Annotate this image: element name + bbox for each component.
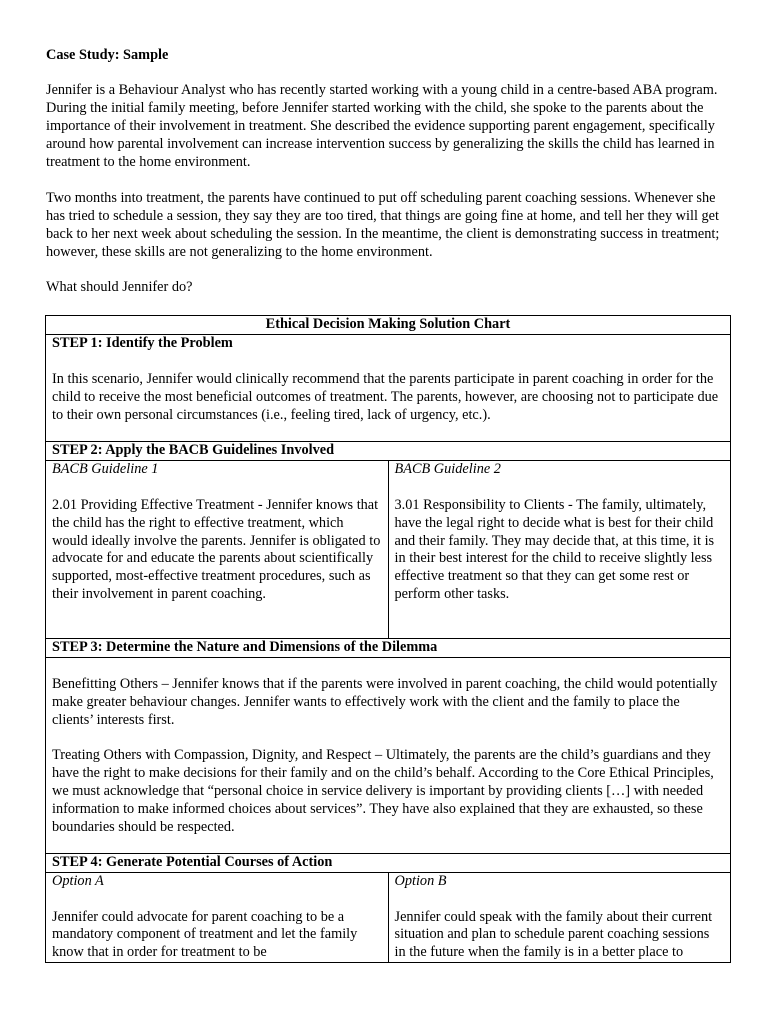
guideline2-text: 3.01 Responsibility to Clients - The family, ultimately, have the legal right to decide what is best for their child and their family. They may decide that, at this time, it is in their best interest for the child to receive slightly less effective treatment so that they can get some rest or perform other tasks. xyxy=(394,496,715,603)
guideline2-cell xyxy=(388,460,731,638)
step3-heading: STEP 3: Determine the Nature and Dimensions of the Dilemma xyxy=(46,638,731,657)
option-a-text: Jennifer could advocate for parent coaching to be a mandatory component of treatment and let the family know that in order for treatment to be xyxy=(52,908,358,961)
intro-paragraph-2: Two months into treatment, the parents have continued to put off scheduling parent coaching sessions. Whenever she has tried to schedule a session, they say they are too tired, that things are going fine at home, and tell her they will get back to her next week about scheduling the session. In the meantime, the client is demonstrating success in treatment; however, these skills are not generalizing to the home environment. xyxy=(46,190,720,260)
guideline1-text: 2.01 Providing Effective Treatment - Jennifer knows that the child has the right to effective treatment, which would ideally involve the parents. Jennifer is obligated to advocate for and educate the parents about scientifically supported, most-effective treatment procedures, such as their involvement in parent coaching. xyxy=(52,496,381,603)
option-b-label: Option B xyxy=(394,872,447,889)
step3-cell xyxy=(46,657,731,853)
step2-heading: STEP 2: Apply the BACB Guidelines Involved xyxy=(46,441,731,460)
solution-chart-table xyxy=(45,315,731,963)
step1-text: In this scenario, Jennifer would clinically recommend that the parents participate in parent coaching in order for the child to receive the most beneficial outcomes of treatment. The parents, however, are choosing not to participate due to their own personal circumstances (i.e., feeling tired, lack of urgency, etc.). xyxy=(52,370,719,423)
guideline1-label: BACB Guideline 1 xyxy=(52,460,159,477)
case-title: Case Study: Sample xyxy=(46,47,169,63)
chart-title: Ethical Decision Making Solution Chart xyxy=(46,316,731,335)
option-b-text: Jennifer could speak with the family about their current situation and plan to schedule parent coaching sessions in the future when the family is in a better place to xyxy=(394,908,713,961)
question: What should Jennifer do? xyxy=(46,279,193,295)
step4-heading: STEP 4: Generate Potential Courses of Action xyxy=(46,853,731,872)
step3-paragraph-1: Benefitting Others – Jennifer knows that if the parents were involved in parent coaching, the child would potentially make greater behaviour changes. Jennifer wants to effectively work with the client and the family to place the clients’ interests first. xyxy=(52,675,718,728)
guideline1-cell xyxy=(46,460,389,638)
option-b-cell xyxy=(388,872,731,963)
option-a-label: Option A xyxy=(52,872,104,889)
solution-chart xyxy=(45,315,731,963)
guideline2-label: BACB Guideline 2 xyxy=(394,460,501,477)
step1-cell xyxy=(46,334,731,441)
step3-paragraph-2: Treating Others with Compassion, Dignity, and Respect – Ultimately, the parents are the child’s guardians and they have the right to make decisions for their family and on the child’s behalf. According to the Core Ethical Principles, we must acknowledge that “personal choice in service delivery is important by providing clients […] with needed information to make informed choices about services”. They have also explained that they are exhausted, so these boundaries should be respected. xyxy=(52,747,714,836)
intro-paragraph-1: Jennifer is a Behaviour Analyst who has recently started working with a young child in a centre-based ABA program. During the initial family meeting, before Jennifer started working with the child, she spoke to the parents about the importance of their involvement in treatment. She described the evidence supporting parent engagement, specifically around how parental involvement can increase intervention success by generalizing the skills the child has learned in treatment to the home environment. xyxy=(46,82,718,170)
step1-heading: STEP 1: Identify the Problem xyxy=(52,334,233,351)
option-a-cell xyxy=(46,872,389,963)
